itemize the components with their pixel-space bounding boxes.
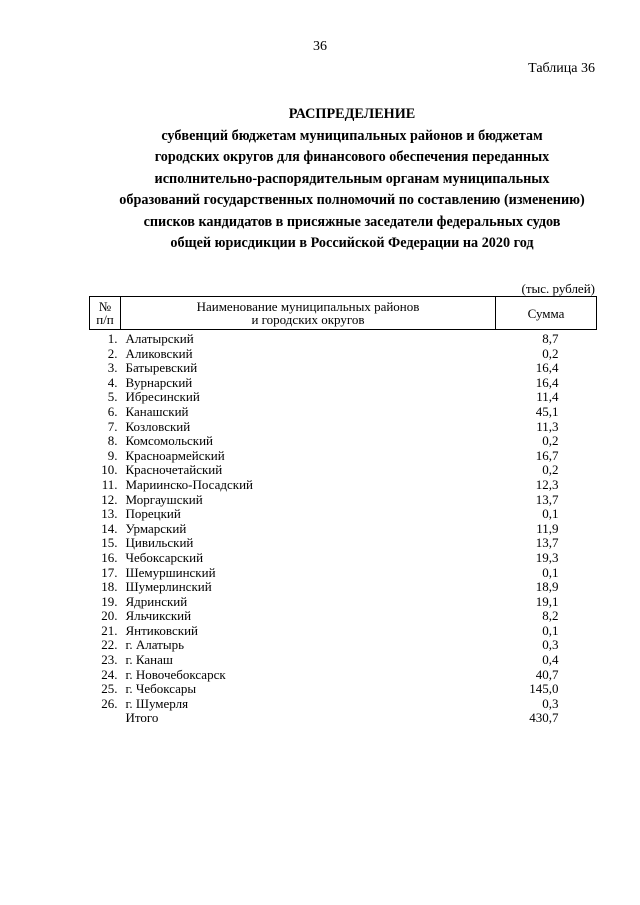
table-row [90,478,597,493]
row-sum: 18,9 [535,579,559,595]
row-sum: 13,7 [535,535,559,551]
subtitle-line: исполнительно-распорядительным органам муниципальных [154,170,550,187]
units-label: (тыс. рублей) [521,281,595,296]
row-name: г. Алатырь [125,637,185,653]
row-sum: 11,3 [536,418,559,434]
row-sum: 45,1 [535,403,559,419]
row-sum: 145,0 [529,681,559,697]
header-number-line1: № [98,299,112,314]
row-name: Шумерлинский [125,579,212,595]
row-number: 22. [101,637,118,653]
header-name-line1: Наименование муниципальных районов [196,299,420,314]
row-name: Урмарский [125,520,187,536]
row-name: Канашский [125,403,189,419]
row-sum: 16,4 [535,374,559,390]
row-sum: 16,7 [535,447,559,463]
document-title-block [60,104,640,255]
header-name-line2: и городских округов [251,312,365,327]
header-name [121,297,496,330]
row-sum: 19,1 [535,593,559,609]
row-number: 13. [101,506,118,522]
row-sum: 11,4 [536,389,559,405]
row-sum: 12,3 [535,476,559,492]
row-number: 24. [101,666,118,682]
table-row [90,624,597,639]
row-sum: 0,2 [542,345,559,361]
total-row [90,711,597,726]
row-number: 26. [101,695,118,711]
header-sum: Сумма [496,297,597,330]
row-name: Яльчикский [125,608,192,624]
row-sum: 40,7 [535,666,559,682]
table-row [90,330,597,347]
row-number: 6. [107,403,118,419]
row-number: 8. [107,433,118,449]
table-row [90,595,597,610]
row-number: 15. [101,535,118,551]
table-row [90,361,597,376]
table-row [90,420,597,435]
table-row [90,347,597,362]
table-row [90,609,597,624]
row-number: 23. [101,652,118,668]
row-number: 14. [101,520,118,536]
row-name: Порецкий [125,506,181,522]
table-label: Таблица 36 [528,61,595,76]
row-number: 9. [107,447,118,463]
table-row [90,668,597,683]
table-row [90,638,597,653]
row-number: 3. [107,360,118,376]
row-number: 1. [107,331,118,346]
table-row [90,580,597,595]
total-num [90,711,121,726]
row-number: 16. [101,549,118,565]
row-number: 18. [101,579,118,595]
row-name: Шемуршинский [125,564,216,580]
subtitle-line: городских округов для финансового обеспечения переданных [154,149,550,165]
row-number: 20. [101,608,118,624]
table-row [90,653,597,668]
row-name: Янтиковский [125,622,198,638]
table-row [90,376,597,391]
row-sum: 8,2 [542,608,559,624]
table-row [90,566,597,581]
table-row [90,405,597,420]
row-sum: 0,4 [542,652,559,668]
row-sum: 16,4 [535,360,559,376]
row-sum: 0,3 [542,637,559,653]
row-number: 2. [107,345,118,361]
row-sum: 19,3 [535,549,559,565]
table-row [90,697,597,712]
row-name: Моргаушский [125,491,203,507]
row-number: 11. [101,476,118,492]
row-number: 21. [101,622,118,638]
row-number: 12. [101,491,118,507]
table-body [90,330,597,727]
row-name: Мариинско-Посадский [125,476,253,492]
table-row [90,449,597,464]
row-name: Вурнарский [125,374,193,390]
subtitle-line: общей юрисдикции в Российской Федерации на 2020 год [170,235,534,251]
row-number: 4. [107,374,118,390]
table-row [90,522,597,537]
subtitle-line: образований государственных полномочий по составлению (изменению) [119,192,585,208]
row-sum: 0,3 [542,695,559,711]
row-name: Алатырский [125,331,194,346]
row-sum: 0,1 [542,506,559,522]
row-name: г. Чебоксары [125,681,197,697]
row-number: 5. [107,389,118,405]
row-name: Аликовский [125,345,193,361]
table-row [90,434,597,449]
row-sum: 13,7 [535,491,559,507]
subtitle-line: списков кандидатов в присяжные заседатели федеральных судов [143,213,561,230]
table-header-row [90,297,597,330]
page-number: 36 [313,39,327,54]
subtitle-line: субвенций бюджетам муниципальных районов и бюджетам [161,127,543,144]
row-sum: 0,2 [542,433,559,449]
row-name: Ядринский [125,593,188,609]
row-name: Цивильский [125,535,194,551]
row-name: г. Канаш [125,652,173,668]
table-row [90,463,597,478]
distribution-table [89,296,597,726]
row-number: 25. [101,681,118,697]
row-name: Козловский [125,418,191,434]
total-sum: 430,7 [529,710,559,726]
row-sum: 0,1 [542,622,559,638]
row-number: 7. [107,418,118,434]
row-name: г. Новочебоксарск [125,666,226,682]
table-row [90,507,597,522]
header-number-line2: п/п [96,312,114,327]
row-name: Ибресинский [125,389,200,405]
row-name: г. Шумерля [125,695,189,711]
row-number: 10. [101,462,118,478]
row-number: 19. [101,593,118,609]
row-sum: 0,2 [542,462,559,478]
total-name: Итого [125,710,159,726]
row-number: 17. [101,564,118,580]
header-number [90,297,121,330]
row-name: Красноармейский [125,447,225,463]
table-row [90,390,597,405]
table-row [90,682,597,697]
table-row [90,551,597,566]
row-name: Комсомольский [125,433,213,449]
row-name: Батыревский [125,360,198,376]
row-sum: 8,7 [542,331,559,346]
row-sum: 11,9 [536,520,559,536]
row-sum: 0,1 [542,564,559,580]
table-row [90,493,597,508]
row-name: Красночетайский [125,462,223,478]
document-title: РАСПРЕДЕЛЕНИЕ [288,106,416,122]
table-row [90,536,597,551]
row-name: Чебоксарский [125,549,204,565]
